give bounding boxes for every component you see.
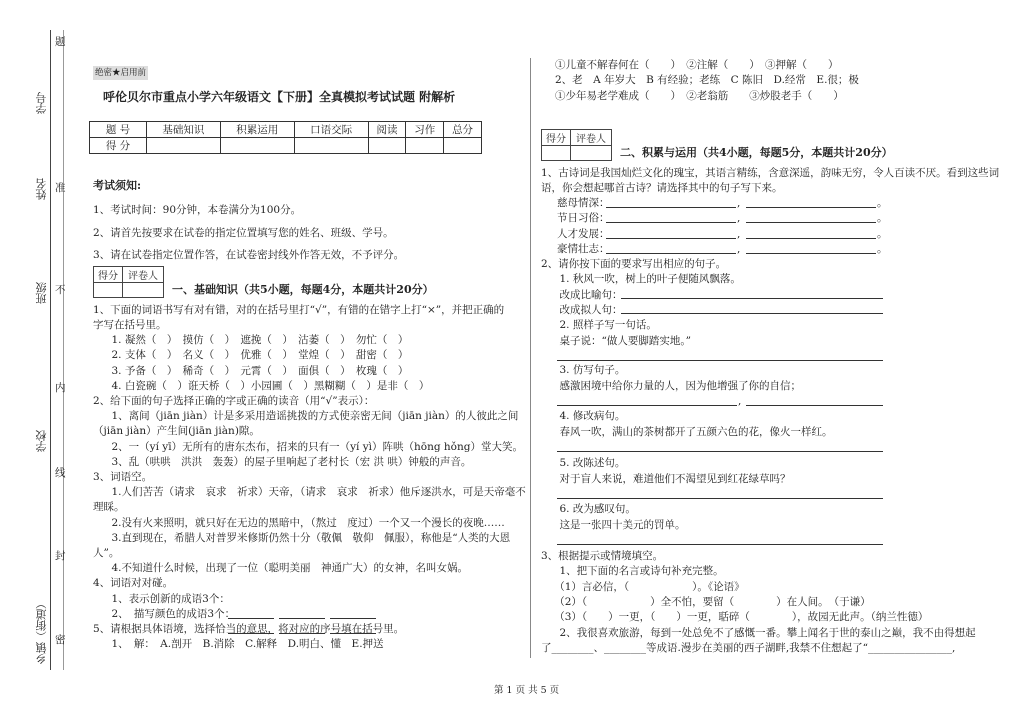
exam-title: 呼伦贝尔市重点小学六年级语文【下册】全真模拟考试试题 附解析 — [103, 90, 456, 104]
score-cell: 总分 — [444, 122, 482, 138]
s1-line: 3.直到现在，希腊人对普罗米修斯仍然十分（敬佩 敬仰 佩服），称他是“人类的大恩 — [101, 532, 511, 544]
poem-answer-line[interactable] — [746, 222, 876, 223]
s2-q2-line: 5. 改陈述句。 — [549, 457, 626, 469]
binding-char-7: 密 — [55, 634, 66, 646]
s2-q2-line: 1. 秋风一吹，树上的叶子便随风飘落。 — [549, 273, 741, 285]
s2-q2-line: 4. 修改病句。 — [549, 410, 626, 422]
binding-char-2: 准 — [55, 182, 66, 194]
s2-q3-line: 3、根据提示或情境填空。 — [541, 550, 664, 562]
poem-period: 。 — [877, 197, 888, 209]
binding-char-1: 题 — [55, 36, 66, 48]
binding-label-xuexiao: 学校 — [35, 430, 48, 452]
right-top-line: ①儿童不解春何在（ ） ②注解（ ） ③押解（ ） — [555, 59, 839, 71]
grader-box-1 — [93, 266, 164, 298]
poem-period: 。 — [877, 243, 888, 255]
s1-line: 4、词语对对碰。 — [93, 577, 174, 589]
right-top-line: 2、老 A 年岁大 B 有经验；老练 C 陈旧 D.经常 E.很；极 — [555, 74, 859, 86]
s1-line: 人”。 — [93, 547, 120, 559]
secret-label: 绝密★启用前 — [95, 68, 147, 78]
binding-char-3: 不 — [55, 284, 66, 296]
s1-line: 2、 描写颜色的成语3个： — [101, 608, 236, 620]
answer-line[interactable] — [557, 544, 883, 545]
s2-q2-line: 2. 照样子写一句话。 — [549, 319, 657, 331]
s1-line: 1.人们苦苦（请求 哀求 祈求）天帝，（请求 哀求 祈求）他斥逐洪水，可是天帝毫不 — [101, 486, 526, 498]
poem-label: 人才发展： — [557, 228, 610, 240]
s2-q3-line: 了________、________等成语.漫步在美丽的西子湖畔,我禁不住想起了“________________, — [541, 642, 956, 654]
s1-line: （jiān jiàn）产生间(jiān jiàn)隙。 — [93, 425, 260, 437]
score-cell: 习作 — [406, 122, 444, 138]
grader-reviewer-input[interactable] — [123, 283, 164, 298]
poem-comma: , — [737, 212, 741, 224]
grader-score-input[interactable] — [542, 146, 571, 161]
score-input-cell[interactable] — [220, 138, 294, 154]
score-cell: 题 号 — [90, 122, 147, 138]
binding-label-xuehao: 学号 — [35, 92, 48, 114]
grader-score-input[interactable] — [94, 283, 123, 298]
s2-q1-line: 1、古诗词是我国灿烂文化的瑰宝，其语言精练，含意深遥，韵味无穷，令人百读不厌。看到这些词 — [541, 167, 1000, 179]
s1-line: 3. 予备（ ） 稀奇（ ） 元霄（ ） 面俱（ ） 枚瑰（ ） — [101, 365, 409, 377]
s1-line: 4. 白瓷碗（ ）诳天桥（ ）小园圃（ ）黑糊糊（ ）是非（ ） — [101, 380, 430, 392]
grader-score-label: 得分 — [94, 267, 123, 283]
s1-line: 3、词语空。 — [93, 471, 153, 483]
s1-line: 4.不知道什么时候，出现了一位（聪明美丽 神通广大）的女神，名叫女娲。 — [101, 562, 469, 574]
poem-comma: , — [737, 228, 741, 240]
s2-q3-line: 2、我很喜欢旅游，每到一处总免不了感慨一番。攀上闻名于世的泰山之巅，我不由得想起 — [549, 627, 976, 639]
answer-line[interactable] — [557, 405, 737, 406]
poem-answer-line[interactable] — [606, 222, 736, 223]
s1-line: 5、请根据具体语境，选择恰当的意思，将对应的序号填在括号里。 — [93, 623, 405, 635]
poem-answer-line[interactable] — [746, 207, 876, 208]
answer-line[interactable] — [621, 313, 883, 314]
column-divider — [530, 58, 531, 658]
score-input-cell[interactable] — [406, 138, 444, 154]
binding-label-xiangzhen: 乡镇（街道） — [35, 598, 48, 664]
poem-comma: , — [737, 243, 741, 255]
binding-label-banji: 班级 — [35, 282, 48, 304]
s1-line: 1、表示创新的成语3个： — [101, 593, 230, 605]
binding-line-left — [50, 30, 51, 670]
score-table — [89, 121, 482, 154]
answer-line[interactable] — [557, 360, 883, 361]
poem-answer-line[interactable] — [746, 238, 876, 239]
poem-label: 豪情壮志： — [557, 243, 610, 255]
score-cell: 阅读 — [368, 122, 406, 138]
answer-line[interactable] — [746, 405, 883, 406]
s2-q2-line: 这是一张四十美元的罚单。 — [549, 519, 686, 531]
answer-line[interactable] — [557, 498, 883, 499]
binding-line-right — [63, 30, 64, 670]
grader-reviewer-input[interactable] — [571, 146, 612, 161]
binding-char-4: 内 — [55, 382, 66, 394]
poem-comma: , — [737, 197, 741, 209]
page-number: 第 1 页 共 5 页 — [494, 685, 560, 696]
s1-line: 字写在括号里。 — [93, 319, 167, 331]
s2-q3-line: （1）言必信，（ ）。《论语》 — [549, 581, 745, 593]
poem-answer-line[interactable] — [606, 253, 736, 254]
s2-q2-line: 对于盲人来说，难道他们不渴望见到红花绿草吗？ — [549, 473, 791, 485]
poem-label: 节日习俗： — [557, 212, 610, 224]
notes-heading: 考试须知: — [93, 179, 142, 192]
score-input-cell[interactable] — [368, 138, 406, 154]
s1-line: 3、乱（哄哄 洪洪 轰轰）的屋子里响起了老村长（宏 洪 哄）钟般的声音。 — [101, 456, 472, 468]
right-top-line: ①少年易老学难成（ ） ②老翁筋 ③炒股老手（ ） — [555, 90, 844, 102]
answer-line[interactable] — [621, 298, 883, 299]
binding-char-5: 线 — [55, 467, 66, 479]
grader-reviewer-label: 评卷人 — [123, 267, 164, 283]
s2-q2-line: 6. 改为感叹句。 — [549, 503, 636, 515]
s1-line: 1、离间（jiān jiàn）计是多采用造谣挑拨的方式使亲密无间（jiān jiàn）的人彼此之间 — [101, 410, 519, 422]
s1-line: 2、一（yí yī）无所有的唐东杰布，招来的只有一（yí yì）阵哄（hōng hǒng）堂大笑。 — [101, 441, 523, 453]
s1-line: 1、下面的词语书写有对有错，对的在括号里打“√”，有错的在错字上打“×”，并把正确的 — [93, 304, 505, 316]
s2-q2-line: 感激困境中给你力量的人，因为他增强了你的自信； — [549, 380, 801, 392]
s1-line: 1. 凝然（ ） 摸仿（ ） 遮挽（ ） 沽萎（ ） 勿忙（ ） — [101, 334, 409, 346]
score-input-cell[interactable] — [294, 138, 368, 154]
score-cell: 积累运用 — [220, 122, 294, 138]
s2-q3-line: 1、把下面的名言或诗句补充完整。 — [549, 565, 724, 577]
score-table-header-row — [90, 122, 482, 138]
poem-period: 。 — [877, 212, 888, 224]
poem-answer-line[interactable] — [746, 253, 876, 254]
grader-box-2 — [541, 129, 612, 161]
s2-q2-line: 春风一吹，满山的茶树都开了五颜六色的花，像火一样红。 — [549, 426, 833, 438]
answer-line[interactable] — [557, 451, 883, 452]
s1-line: 2.没有火来照明，就只好在无边的黑暗中，（熬过 度过）一个又一个漫长的夜晚…… — [101, 517, 505, 529]
notes-item: 1、考试时间：90分钟，本卷满分为100分。 — [93, 204, 302, 216]
binding-char-6: 封 — [55, 550, 66, 562]
poem-period: 。 — [877, 228, 888, 240]
comma: , — [738, 395, 742, 407]
s2-q3-line: （2）（ ）全不怕，要留（ ）在人间。 （于谦） — [549, 596, 871, 608]
s2-q2-line: 改成拟人句： — [549, 304, 623, 316]
section2-title: 二、积累与运用（共4小题，每题5分，本题共计20分） — [620, 146, 893, 159]
score-cell: 得 分 — [90, 138, 147, 154]
poem-label: 慈母情深： — [557, 197, 610, 209]
s2-q2-line: 改成比喻句： — [549, 289, 623, 301]
s1-line: 2、给下面的句子选择正确的字或正确的读音（用“√”表示）： — [93, 395, 375, 407]
s1-line: 1、 解： A.剖开 B.消除 C.解释 D.明白、懂 E.押送 — [101, 638, 384, 650]
s2-q2-line: 3. 仿写句子。 — [549, 364, 626, 376]
notes-item: 3、请在试卷指定位置作答，在试卷密封线外作答无效，不予评分。 — [93, 249, 405, 261]
score-cell: 基础知识 — [147, 122, 221, 138]
section1-title: 一、基础知识（共5小题，每题4分，本题共计20分） — [172, 283, 434, 296]
grader-reviewer-label: 评卷人 — [571, 130, 612, 146]
score-input-cell[interactable] — [444, 138, 482, 154]
notes-item: 2、请首先按要求在试卷的指定位置填写您的姓名、班级、学号。 — [93, 227, 394, 239]
grader-score-label: 得分 — [542, 130, 571, 146]
s2-q1-line: 语，你会想起哪首古诗？请选择其中的句子写下来。 — [541, 182, 783, 194]
score-cell: 口语交际 — [294, 122, 368, 138]
s2-q2-line: 桌子说：“做人要脚踏实地。” — [549, 335, 691, 347]
s2-q2-line: 2、请你按下面的要求写出相应的句子。 — [541, 258, 727, 270]
s1-line: 理睬。 — [93, 501, 125, 513]
poem-answer-line[interactable] — [606, 207, 736, 208]
score-input-cell[interactable] — [147, 138, 221, 154]
s1-line: 2. 支体（ ） 名义（ ） 优雅（ ） 堂煌（ ） 甜密（ ） — [101, 349, 409, 361]
poem-answer-line[interactable] — [606, 238, 736, 239]
binding-label-xingming: 姓名 — [35, 178, 48, 200]
s2-q3-line: （3）（ ）一更，（ ）一更，聒碎（ ），故园无此声。（纳兰性德） — [549, 611, 929, 623]
score-table-score-row — [90, 138, 482, 154]
